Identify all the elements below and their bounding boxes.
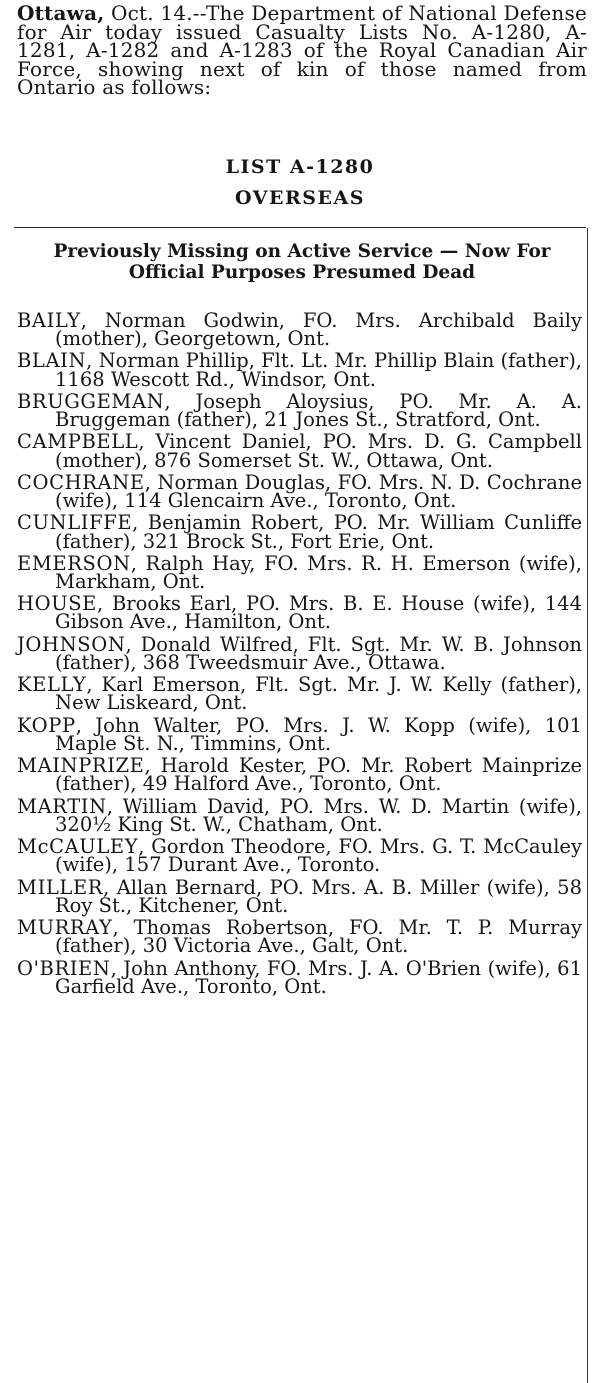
entry-surname: COCHRANE [17, 470, 145, 494]
article-intro [17, 1, 588, 99]
entry-details: Norman Godwin, FO. Mrs. Archibald Baily (mother), Georgetown, Ont. [55, 309, 582, 351]
entry-details: Benjamin Robert, PO. Mr. William Cunliffe (father), 321 Brock St., Fort Erie, Ont. [55, 511, 582, 553]
casualty-entry: McCAULEY, Gordon Theodore, FO. Mrs. G. T. McCauley (wife), 157 Durant Ave., Toronto. [17, 835, 582, 877]
casualty-entry: MAINPRIZE, Harold Kester, PO. Mr. Robert Mainprize (father), 49 Halford Ave., Toronto, Ont. [17, 754, 582, 796]
casualty-entry: KOPP, John Walter, PO. Mrs. J. W. Kopp (wife), 101 Maple St. N., Timmins, Ont. [17, 713, 582, 755]
entry-details: John Anthony, FO. Mrs. J. A. O'Brien (wife), 61 Garfield Ave., Toronto, Ont. [55, 956, 582, 998]
casualty-entry: COCHRANE, Norman Douglas, FO. Mrs. N. D. Cochrane (wife), 114 Glencairn Ave., Toronto, Ont. [17, 470, 582, 513]
entry-surname: BRUGGEMAN [17, 389, 165, 413]
entry-details: Donald Wilfred, Flt. Sgt. Mr. W. B. Johnson (father), 368 Tweedsmuir Ave., Ottawa. [55, 632, 582, 674]
entry-details: Karl Emerson, Flt. Sgt. Mr. J. W. Kelly (father), New Liskeard, Ont. [55, 673, 582, 715]
entry-details: Ralph Hay, FO. Mrs. R. H. Emerson (wife), Markham, Ont. [55, 551, 582, 593]
entry-details: Thomas Robertson, FO. Mr. T. P. Murray (father), 30 Victoria Ave., Galt, Ont. [55, 916, 582, 958]
entry-surname: MURRAY [17, 916, 113, 940]
column-rule [14, 227, 586, 228]
casualty-entry: CUNLIFFE, Benjamin Robert, PO. Mr. William Cunliffe (father), 321 Brock St., Fort Erie, Ont. [17, 511, 582, 553]
entry-surname: MILLER [17, 875, 104, 899]
entry-details: Norman Douglas, FO. Mrs. N. D. Cochrane (wife), 114 Glencairn Ave., Toronto, Ont. [55, 470, 582, 513]
casualty-entry: BAILY, Norman Godwin, FO. Mrs. Archibald Baily (mother), Georgetown, Ont. [17, 309, 582, 351]
casualty-entry: MURRAY, Thomas Robertson, FO. Mr. T. P. Murray (father), 30 Victoria Ave., Galt, Ont. [17, 916, 582, 958]
entry-surname: KOPP [17, 713, 76, 737]
casualty-entry: JOHNSON, Donald Wilfred, Flt. Sgt. Mr. W. B. Johnson (father), 368 Tweedsmuir Ave., Ottawa. [17, 632, 582, 674]
casualty-list [17, 309, 583, 1000]
casualty-entry: KELLY, Karl Emerson, Flt. Sgt. Mr. J. W. Kelly (father), New Liskeard, Ont. [17, 673, 582, 715]
casualty-entry: MILLER, Allan Bernard, PO. Mrs. A. B. Miller (wife), 58 Roy St., Kitchener, Ont. [17, 875, 582, 917]
entry-details: Gordon Theodore, FO. Mrs. G. T. McCauley (wife), 157 Durant Ave., Toronto. [55, 835, 582, 877]
article-lead: Oct. 14.--The Department of National Defense for Air today issued Casualty Lists No. A-1280, A-1281, A-1282 and A-1283 of the Royal Canadian Air Force, showing next of kin of those named from Ontario as follows: [17, 1, 588, 99]
list-number-heading: LIST A-1280 [225, 156, 375, 178]
section-heading: Previously Missing on Active Service — Now For Official Purposes Presumed Dead [53, 241, 551, 283]
casualty-entry: O'BRIEN, John Anthony, FO. Mrs. J. A. O'Brien (wife), 61 Garfield Ave., Toronto, Ont. [17, 956, 582, 998]
entry-surname: MAINPRIZE [17, 754, 145, 778]
article-dateline: Ottawa, [17, 1, 105, 25]
list-location-heading: OVERSEAS [235, 187, 365, 209]
entry-surname: CUNLIFFE [17, 511, 133, 535]
entry-surname: EMERSON [17, 551, 131, 575]
casualty-entry: EMERSON, Ralph Hay, FO. Mrs. R. H. Emerson (wife), Markham, Ont. [17, 551, 582, 593]
entry-surname: HOUSE [17, 592, 98, 616]
entry-details: Allan Bernard, PO. Mrs. A. B. Miller (wife), 58 Roy St., Kitchener, Ont. [55, 875, 582, 917]
entry-details: Joseph Aloysius, PO. Mr. A. A. Bruggeman (father), 21 Jones St., Stratford, Ont. [55, 389, 582, 432]
entry-surname: MARTIN [17, 794, 107, 818]
casualty-entry: MARTIN, William David, PO. Mrs. W. D. Martin (wife), 320½ King St. W., Chatham, Ont. [17, 794, 582, 836]
entry-surname: CAMPBELL [17, 430, 139, 454]
entry-surname: BLAIN [17, 349, 87, 373]
entry-details: Brooks Earl, PO. Mrs. B. E. House (wife), 144 Gibson Ave., Hamilton, Ont. [55, 592, 582, 634]
casualty-entry: BRUGGEMAN, Joseph Aloysius, PO. Mr. A. A. Bruggeman (father), 21 Jones St., Stratford, Ont. [17, 389, 582, 432]
entry-surname: O'BRIEN [17, 956, 111, 980]
casualty-entry: BLAIN, Norman Phillip, Flt. Lt. Mr. Phillip Blain (father), 1168 Wescott Rd., Windsor, Ont. [17, 349, 583, 391]
casualty-entry: HOUSE, Brooks Earl, PO. Mrs. B. E. House (wife), 144 Gibson Ave., Hamilton, Ont. [17, 592, 582, 634]
casualty-entry: CAMPBELL, Vincent Daniel, PO. Mrs. D. G. Campbell (mother), 876 Somerset St. W., Ottawa, Ont. [17, 430, 582, 472]
entry-details: Harold Kester, PO. Mr. Robert Mainprize (father), 49 Halford Ave., Toronto, Ont. [55, 754, 582, 796]
entry-details: Vincent Daniel, PO. Mrs. D. G. Campbell (mother), 876 Somerset St. W., Ottawa, Ont. [55, 430, 582, 472]
column-border [587, 228, 588, 1383]
entry-surname: McCAULEY [17, 835, 139, 859]
entry-details: Norman Phillip, Flt. Lt. Mr. Phillip Blain (father), 1168 Wescott Rd., Windsor, Ont. [55, 349, 583, 391]
entry-surname: KELLY [17, 673, 87, 697]
entry-details: John Walter, PO. Mrs. J. W. Kopp (wife), 101 Maple St. N., Timmins, Ont. [55, 713, 582, 755]
entry-details: William David, PO. Mrs. W. D. Martin (wife), 320½ King St. W., Chatham, Ont. [55, 794, 582, 836]
entry-surname: JOHNSON [17, 632, 126, 656]
entry-surname: BAILY [17, 309, 81, 332]
